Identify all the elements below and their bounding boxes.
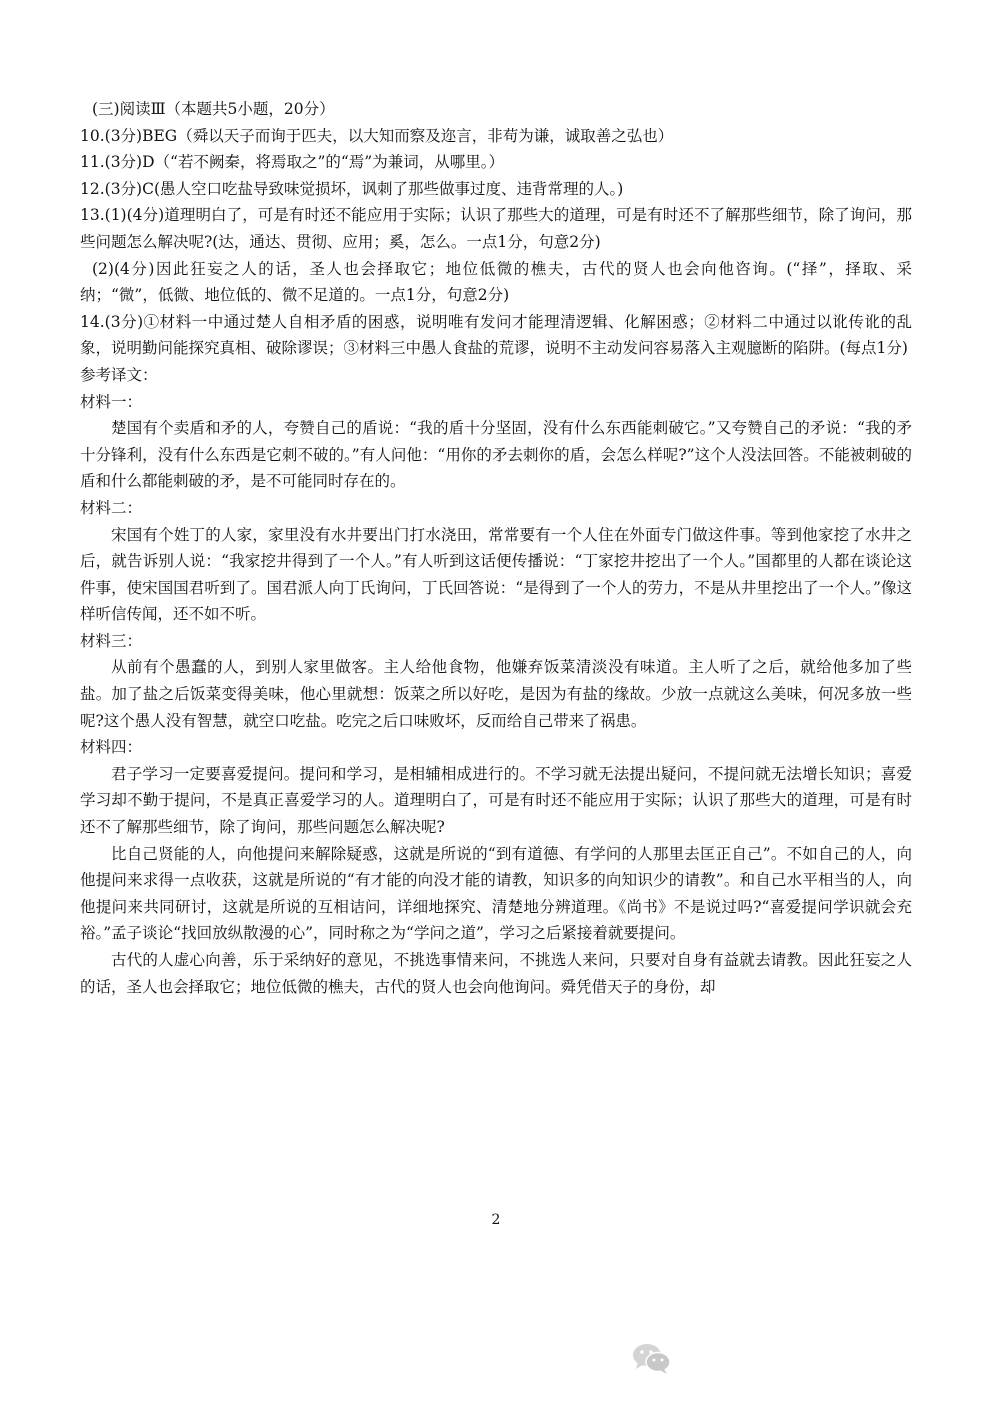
material-2-paragraph: 宋国有个姓丁的人家，家里没有水井要出门打水浇田，常常要有一个人住在外面专门做这件事。等到他家挖了水井之后，就告诉别人说：“我家挖井得到了一个人。”有人听到这话便传播说：“丁家挖井挖出了一个人。”国都里的人都在谈论这件事，使宋国国君听到了。国君派人向丁氏询问，丁氏回答说：“是得到了一个人的劳力，不是从井里挖出了一个人。”像这样听信传闻，还不如不听。 bbox=[80, 525, 912, 624]
answer-13-1: 13.(1)(4分)道理明白了，可是有时还不能应用于实际；认识了那些大的道理，可是有时还不了解那些细节，除了询问，那些问题怎么解决呢?(达，通达、贯彻、应用；奚，怎么。一点1分，句意2分) bbox=[80, 206, 912, 251]
answer-11: 11.(3分)D（“若不阙秦，将焉取之”的“焉”为兼词，从哪里。） bbox=[80, 153, 504, 172]
material-3-title: 材料三： bbox=[80, 631, 143, 650]
answer-13-2: (2)(4分)因此狂妄之人的话，圣人也会择取它；地位低微的樵夫，古代的贤人也会向他咨询。(“择”，择取、采纳；“微”，低微、地位低的、微不足道的。一点1分，句意2分) bbox=[80, 259, 912, 305]
section-heading: (三)阅读Ⅲ（本题共5小题，20分） bbox=[92, 100, 335, 118]
material-2-title: 材料二： bbox=[80, 498, 143, 517]
answer-10: 10.(3分)BEG（舜以天子而询于匹夫，以大知而察及迩言，非苟为谦，诚取善之弘也） bbox=[80, 126, 674, 145]
material-4-title: 材料四： bbox=[80, 738, 143, 757]
translation-heading: 参考译文： bbox=[80, 365, 158, 384]
page-number: 2 bbox=[491, 1212, 501, 1228]
document-body bbox=[80, 96, 912, 1000]
answer-14: 14.(3分)①材料一中通过楚人自相矛盾的困惑，说明唯有发问才能理清逻辑、化解困惑；②材料二中通过以讹传讹的乱象，说明勤问能探究真相、破除谬误；③材料三中愚人食盐的荒谬，说明不主动发问容易落入主观臆断的陷阱。(每点1分) bbox=[80, 312, 912, 358]
material-4-paragraph-2: 比自己贤能的人，向他提问来解除疑惑，这就是所说的“到有道德、有学问的人那里去匡正自己”。不如自己的人，向他提问来求得一点收获，这就是所说的“有才能的向没才能的请教，知识多的向知识少的请教”。和自己水平相当的人，向他提问来共同研讨，这就是所说的互相诘问，详细地探究、清楚地分辨道理。《尚书》不是说过吗?“喜爱提问学识就会充裕。”孟子谈论“找回放纵散漫的心”，同时称之为“学问之道”，学习之后紧接着就要提问。 bbox=[80, 844, 912, 943]
material-4-paragraph-3: 古代的人虚心向善，乐于采纳好的意见，不挑选事情来问，不挑选人来问，只要对自身有益就去请教。因此狂妄之人的话，圣人也会择取它；地位低微的樵夫，古代的贤人也会向他询问。舜凭借天子的身份，却 bbox=[80, 951, 912, 996]
material-3-paragraph: 从前有个愚蠢的人，到别人家里做客。主人给他食物，他嫌弃饭菜清淡没有味道。主人听了之后，就给他多加了些盐。加了盐之后饭菜变得美味，他心里就想：饭菜之所以好吃，是因为有盐的缘故。少放一点就这么美味，何况多放一些呢?这个愚人没有智慧，就空口吃盐。吃完之后口味败坏，反而给自己带来了祸患。 bbox=[80, 658, 912, 730]
answer-12: 12.(3分)C(愚人空口吃盐导致味觉损坏，讽刺了那些做事过度、违背常理的人。) bbox=[80, 179, 624, 198]
material-1-paragraph: 楚国有个卖盾和矛的人，夸赞自己的盾说：“我的盾十分坚固，没有什么东西能刺破它。”又夸赞自己的矛说：“我的矛十分锋利，没有什么东西是它刺不破的。”有人问他：“用你的矛去刺你的盾，会怎么样呢?”这个人没法回答。不能被刺破的盾和什么都能刺破的矛，是不可能同时存在的。 bbox=[80, 419, 912, 491]
material-1-title: 材料一： bbox=[80, 392, 143, 411]
material-4-paragraph-1: 君子学习一定要喜爱提问。提问和学习，是相辅相成进行的。不学习就无法提出疑问，不提问就无法增长知识；喜爱学习却不勤于提问，不是真正喜爱学习的人。道理明白了，可是有时还不能应用于实际；认识了那些大的道理，可是有时还不了解那些细节，除了询问，那些问题怎么解决呢? bbox=[80, 764, 912, 837]
wechat-logo-icon bbox=[630, 1340, 674, 1376]
